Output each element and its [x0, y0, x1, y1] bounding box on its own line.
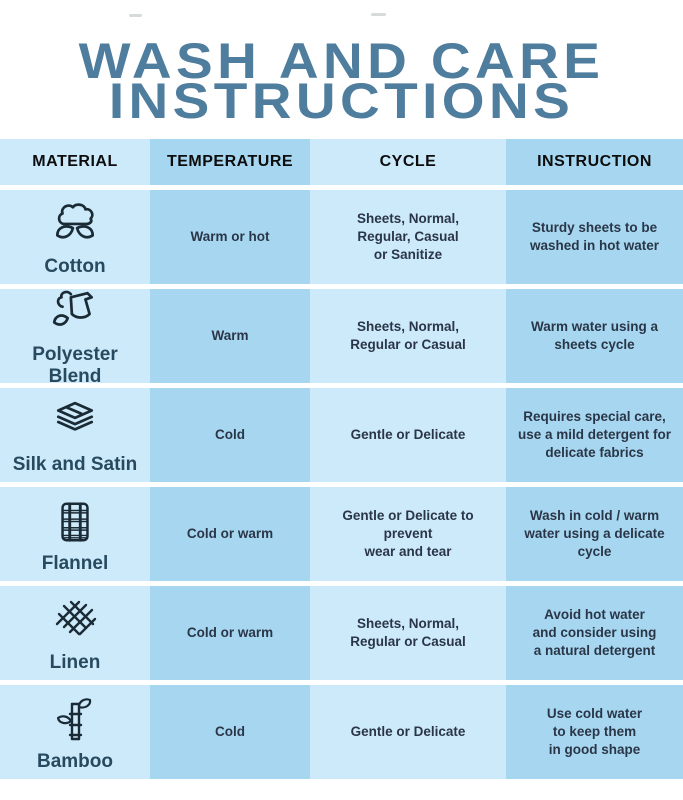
temperature-cell: Cold or warm — [150, 487, 310, 581]
page-title — [0, 33, 683, 129]
linen-icon — [51, 597, 99, 647]
column-header-temperature: TEMPERATURE — [150, 139, 310, 185]
material-cell-polyester-blend — [0, 289, 150, 387]
polyester-blend-icon — [50, 289, 100, 339]
column-header-cycle: CYCLE — [310, 139, 506, 185]
cotton-icon — [50, 201, 100, 251]
silk-and-satin-icon — [49, 399, 101, 449]
material-label: Bamboo — [37, 750, 113, 772]
bamboo-icon — [51, 696, 99, 746]
material-cell-silk-and-satin — [0, 388, 150, 482]
material-label: Flannel — [41, 552, 109, 574]
instruction-cell: Wash in cold / warm water using a delicate cycle — [506, 487, 683, 581]
temperature-cell: Warm — [150, 289, 310, 383]
instruction-cell: Use cold water to keep them in good shape — [506, 685, 683, 779]
instruction-cell: Requires special care, use a mild detergent for delicate fabrics — [506, 388, 683, 482]
care-instructions-table — [0, 139, 683, 779]
page-title-line-2: INSTRUCTIONS — [108, 73, 575, 129]
material-label: Silk and Satin — [12, 453, 138, 475]
material-cell-bamboo — [0, 685, 150, 779]
material-label: Cotton — [44, 255, 106, 277]
column-header-material: MATERIAL — [0, 139, 150, 185]
cycle-cell: Sheets, Normal, Regular or Casual — [310, 586, 506, 680]
instruction-cell: Avoid hot water and consider using a natural detergent — [506, 586, 683, 680]
material-cell-flannel — [0, 487, 150, 581]
column-header-instruction: INSTRUCTION — [506, 139, 683, 185]
instruction-cell: Sturdy sheets to be washed in hot water — [506, 190, 683, 284]
top-artifact-dash-left — [129, 14, 142, 17]
material-cell-linen — [0, 586, 150, 680]
temperature-cell: Cold — [150, 685, 310, 779]
instruction-cell: Warm water using a sheets cycle — [506, 289, 683, 383]
page-title-line-1: WASH AND CARE — [78, 33, 605, 89]
cycle-cell: Sheets, Normal, Regular or Casual — [310, 289, 506, 383]
cycle-cell: Gentle or Delicate — [310, 685, 506, 779]
material-label: Linen — [49, 651, 101, 673]
temperature-cell: Cold or warm — [150, 586, 310, 680]
cycle-cell: Gentle or Delicate — [310, 388, 506, 482]
material-cell-cotton — [0, 190, 150, 284]
flannel-icon — [52, 498, 98, 548]
temperature-cell: Warm or hot — [150, 190, 310, 284]
cycle-cell: Sheets, Normal, Regular, Casual or Sanitize — [310, 190, 506, 284]
temperature-cell: Cold — [150, 388, 310, 482]
top-artifact-dash-right — [371, 13, 386, 16]
material-label: Polyester Blend — [32, 344, 118, 387]
cycle-cell: Gentle or Delicate to prevent wear and tear — [310, 487, 506, 581]
